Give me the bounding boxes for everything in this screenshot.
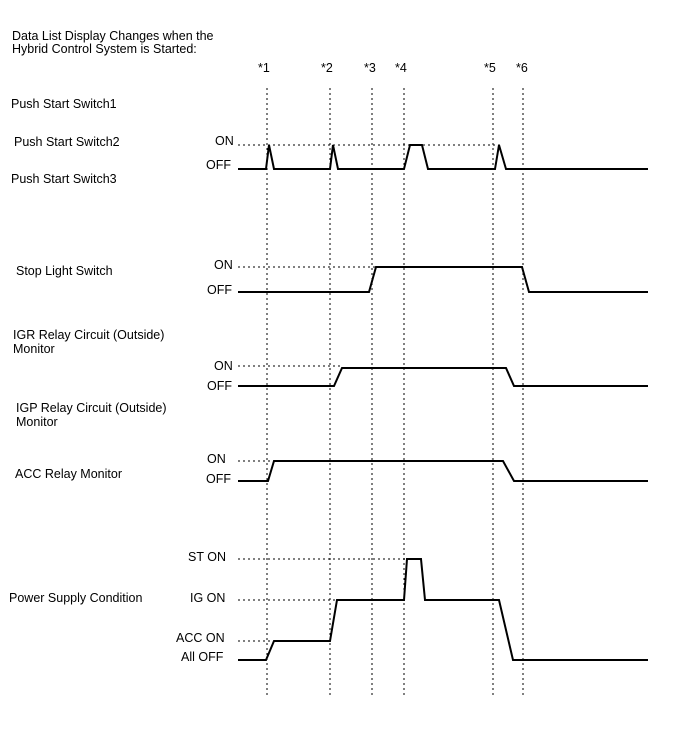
diagram-title-line2: Hybrid Control System is Started:	[12, 42, 197, 56]
signal-power-supply: Power Supply Condition	[9, 591, 143, 605]
level-acc-on: ON	[207, 452, 226, 466]
level-acc-off: OFF	[206, 472, 231, 486]
level-stop-off: OFF	[207, 283, 232, 297]
marker-6: *6	[516, 61, 528, 75]
waveform-stop-light-switch	[238, 267, 648, 292]
waveform-push-start-switch	[238, 145, 648, 169]
level-all-off: All OFF	[181, 650, 224, 664]
marker-3: *3	[364, 61, 376, 75]
signal-push-start-2: Push Start Switch2	[14, 135, 120, 149]
marker-2: *2	[321, 61, 333, 75]
waveform-acc-relay	[238, 461, 648, 481]
level-ig-on: IG ON	[190, 591, 226, 605]
level-igr-on: ON	[214, 359, 233, 373]
marker-4: *4	[395, 61, 407, 75]
level-push-off: OFF	[206, 158, 231, 172]
level-stop-on: ON	[214, 258, 233, 272]
signal-acc-relay: ACC Relay Monitor	[15, 467, 122, 481]
level-acc-on-ps: ACC ON	[176, 631, 225, 645]
signal-igp-line1: IGP Relay Circuit (Outside)	[16, 401, 167, 415]
level-igr-off: OFF	[207, 379, 232, 393]
signal-stop-light: Stop Light Switch	[16, 264, 113, 278]
signal-igr-line1: IGR Relay Circuit (Outside)	[13, 328, 165, 342]
level-st-on: ST ON	[188, 550, 226, 564]
signal-igr-line2: Monitor	[13, 342, 55, 356]
signal-push-start-1: Push Start Switch1	[11, 97, 117, 111]
level-push-on: ON	[215, 134, 234, 148]
marker-5: *5	[484, 61, 496, 75]
waveform-igr-relay	[238, 368, 648, 386]
marker-1: *1	[258, 61, 270, 75]
signal-igp-line2: Monitor	[16, 415, 58, 429]
diagram-title-line1: Data List Display Changes when the	[12, 29, 214, 43]
signal-push-start-3: Push Start Switch3	[11, 172, 117, 186]
waveform-power-supply	[238, 559, 648, 660]
